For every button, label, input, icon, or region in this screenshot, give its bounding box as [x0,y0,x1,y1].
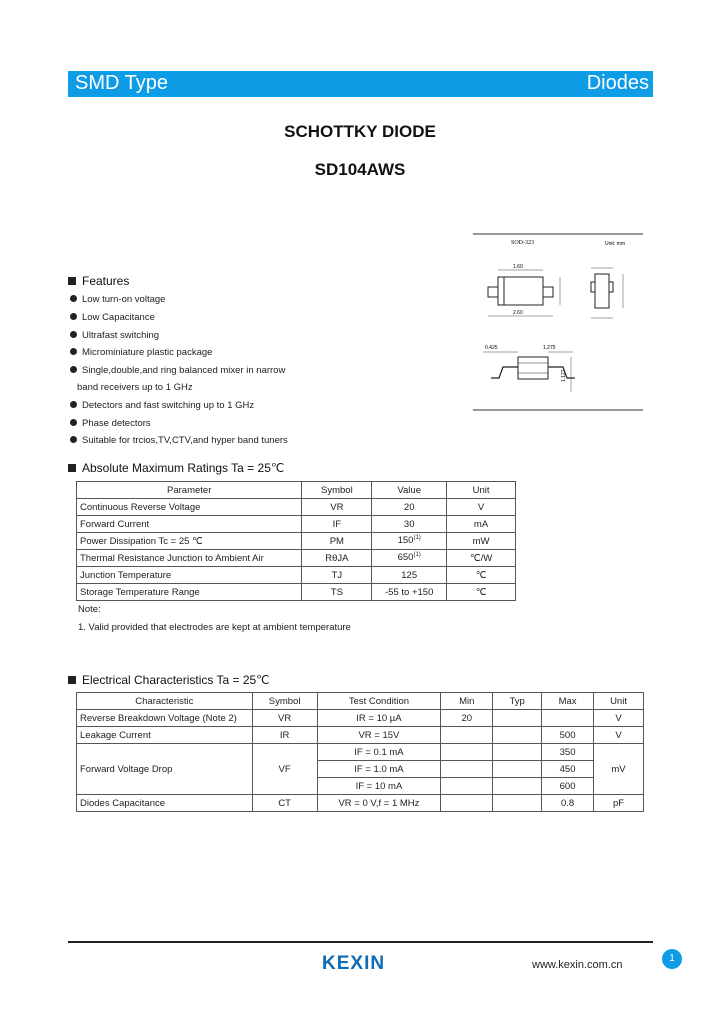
cell: Forward Voltage Drop [77,744,253,795]
website-link[interactable]: www.kexin.com.cn [532,959,623,971]
bullet-icon [70,436,77,443]
cell [493,744,542,761]
cell [441,795,493,812]
cell: 30 [372,516,447,533]
header-left: SMD Type [75,72,168,94]
cell: Power Dissipation Tc = 25 ℃ [77,533,302,550]
cell: V [594,727,644,744]
cell: VR = 0 V,f = 1 MHz [317,795,441,812]
feature-item: Low Capacitance [70,312,155,323]
feature-item: Low turn-on voltage [70,294,165,305]
col-header: Unit [594,693,644,710]
kexin-logo: KEXIN [322,953,386,974]
header-bar [68,71,653,97]
square-bullet-icon [68,277,76,285]
cell: 20 [441,710,493,727]
elec-heading: Electrical Characteristics Ta = 25℃ [68,673,270,687]
cell: Thermal Resistance Junction to Ambient Air [77,550,302,567]
cell: IR = 10 µA [317,710,441,727]
cell [441,778,493,795]
dim-5: 1.127 [561,369,567,382]
cell: 450 [542,761,594,778]
cell: IR [252,727,317,744]
cell: VR = 15V [317,727,441,744]
cell: 125 [372,567,447,584]
footer-divider [68,941,653,943]
table-row [77,533,516,550]
bullet-icon [70,419,77,426]
cell [493,761,542,778]
cell [441,727,493,744]
dim-2: 2.60 [513,310,523,316]
cell: 500 [542,727,594,744]
bullet-icon [70,401,77,408]
cell: Junction Temperature [77,567,302,584]
cell: -55 to +150 [372,584,447,601]
square-bullet-icon [68,464,76,472]
feature-item: Ultrafast switching [70,330,159,341]
bullet-icon [70,348,77,355]
page-number: 1 [662,949,682,969]
table-row [77,710,644,727]
col-header: Min [441,693,493,710]
package-unit: Unit: mm [605,241,625,247]
col-header: Test Condition [317,693,441,710]
feature-item: Detectors and fast switching up to 1 GHz [70,400,254,411]
table-row [77,550,516,567]
feature-item: Phase detectors [70,418,151,429]
abs-max-table [76,481,516,601]
table-row [77,727,644,744]
col-header: Value [372,482,447,499]
cell: Storage Temperature Range [77,584,302,601]
features-heading: Features [68,274,129,288]
col-header: Parameter [77,482,302,499]
dim-1: 1.60 [513,264,523,270]
cell: IF = 10 mA [317,778,441,795]
header-right: Diodes [586,72,649,94]
cell: ℃/W [447,550,516,567]
bullet-icon [70,366,77,373]
cell: IF = 0.1 mA [317,744,441,761]
cell: 600 [542,778,594,795]
cell: mW [447,533,516,550]
note-marker: (1) [413,552,421,559]
cell: CT [252,795,317,812]
cell: Forward Current [77,516,302,533]
col-header: Characteristic [77,693,253,710]
cell: Diodes Capacitance [77,795,253,812]
dim-4: 1.275 [543,345,556,351]
bullet-icon [70,331,77,338]
cell: 350 [542,744,594,761]
dim-3: 0.425 [485,345,498,351]
table-header-row [77,693,644,710]
cell: IF = 1.0 mA [317,761,441,778]
feature-item: Suitable for trcios,TV,CTV,and hyper band tuners [70,435,288,446]
cell: mV [594,744,644,795]
cell: 0.8 [542,795,594,812]
elec-table [76,692,644,812]
col-header: Typ [493,693,542,710]
square-bullet-icon [68,676,76,684]
cell [493,778,542,795]
cell: PM [302,533,372,550]
cell: ℃ [447,567,516,584]
col-header: Max [542,693,594,710]
note-text: 1. Valid provided that electrodes are kept at ambient temperature [78,622,351,633]
cell: 650$^{(1)}$ [372,550,447,567]
feature-item-cont: band receivers up to 1 GHz [77,382,193,393]
cell: VR [252,710,317,727]
cell [441,744,493,761]
cell: TJ [302,567,372,584]
bullet-icon [70,313,77,320]
table-row [77,499,516,516]
cell: 150$^{(1)}$ [372,533,447,550]
cell: Leakage Current [77,727,253,744]
cell: IF [302,516,372,533]
abs-max-heading: Absolute Maximum Ratings Ta = 25℃ [68,461,284,475]
cell [493,727,542,744]
col-header: Unit [447,482,516,499]
cell: VF [252,744,317,795]
note-label: Note: [78,604,101,615]
cell: pF [594,795,644,812]
feature-item: Single,double,and ring balanced mixer in narrow [70,365,285,376]
col-header: Symbol [302,482,372,499]
cell: Continuous Reverse Voltage [77,499,302,516]
cell: VR [302,499,372,516]
cell: Reverse Breakdown Voltage (Note 2) [77,710,253,727]
cell [441,761,493,778]
note-marker: (1) [413,535,421,542]
cell [542,710,594,727]
package-drawing [473,232,643,412]
cell: V [594,710,644,727]
cell [493,795,542,812]
table-row [77,567,516,584]
table-header-row [77,482,516,499]
cell [493,710,542,727]
cell: mA [447,516,516,533]
cell: ℃ [447,584,516,601]
package-name: SOD-323 [511,240,535,246]
feature-item: Microminiature plastic package [70,347,212,358]
table-row [77,744,644,761]
table-row [77,795,644,812]
cell: 20 [372,499,447,516]
cell: RθJA [302,550,372,567]
doc-title: SCHOTTKY DIODE [284,122,436,141]
cell: TS [302,584,372,601]
part-number: SD104AWS [314,160,406,179]
col-header: Symbol [252,693,317,710]
bullet-icon [70,295,77,302]
table-row [77,584,516,601]
cell: V [447,499,516,516]
table-row [77,516,516,533]
